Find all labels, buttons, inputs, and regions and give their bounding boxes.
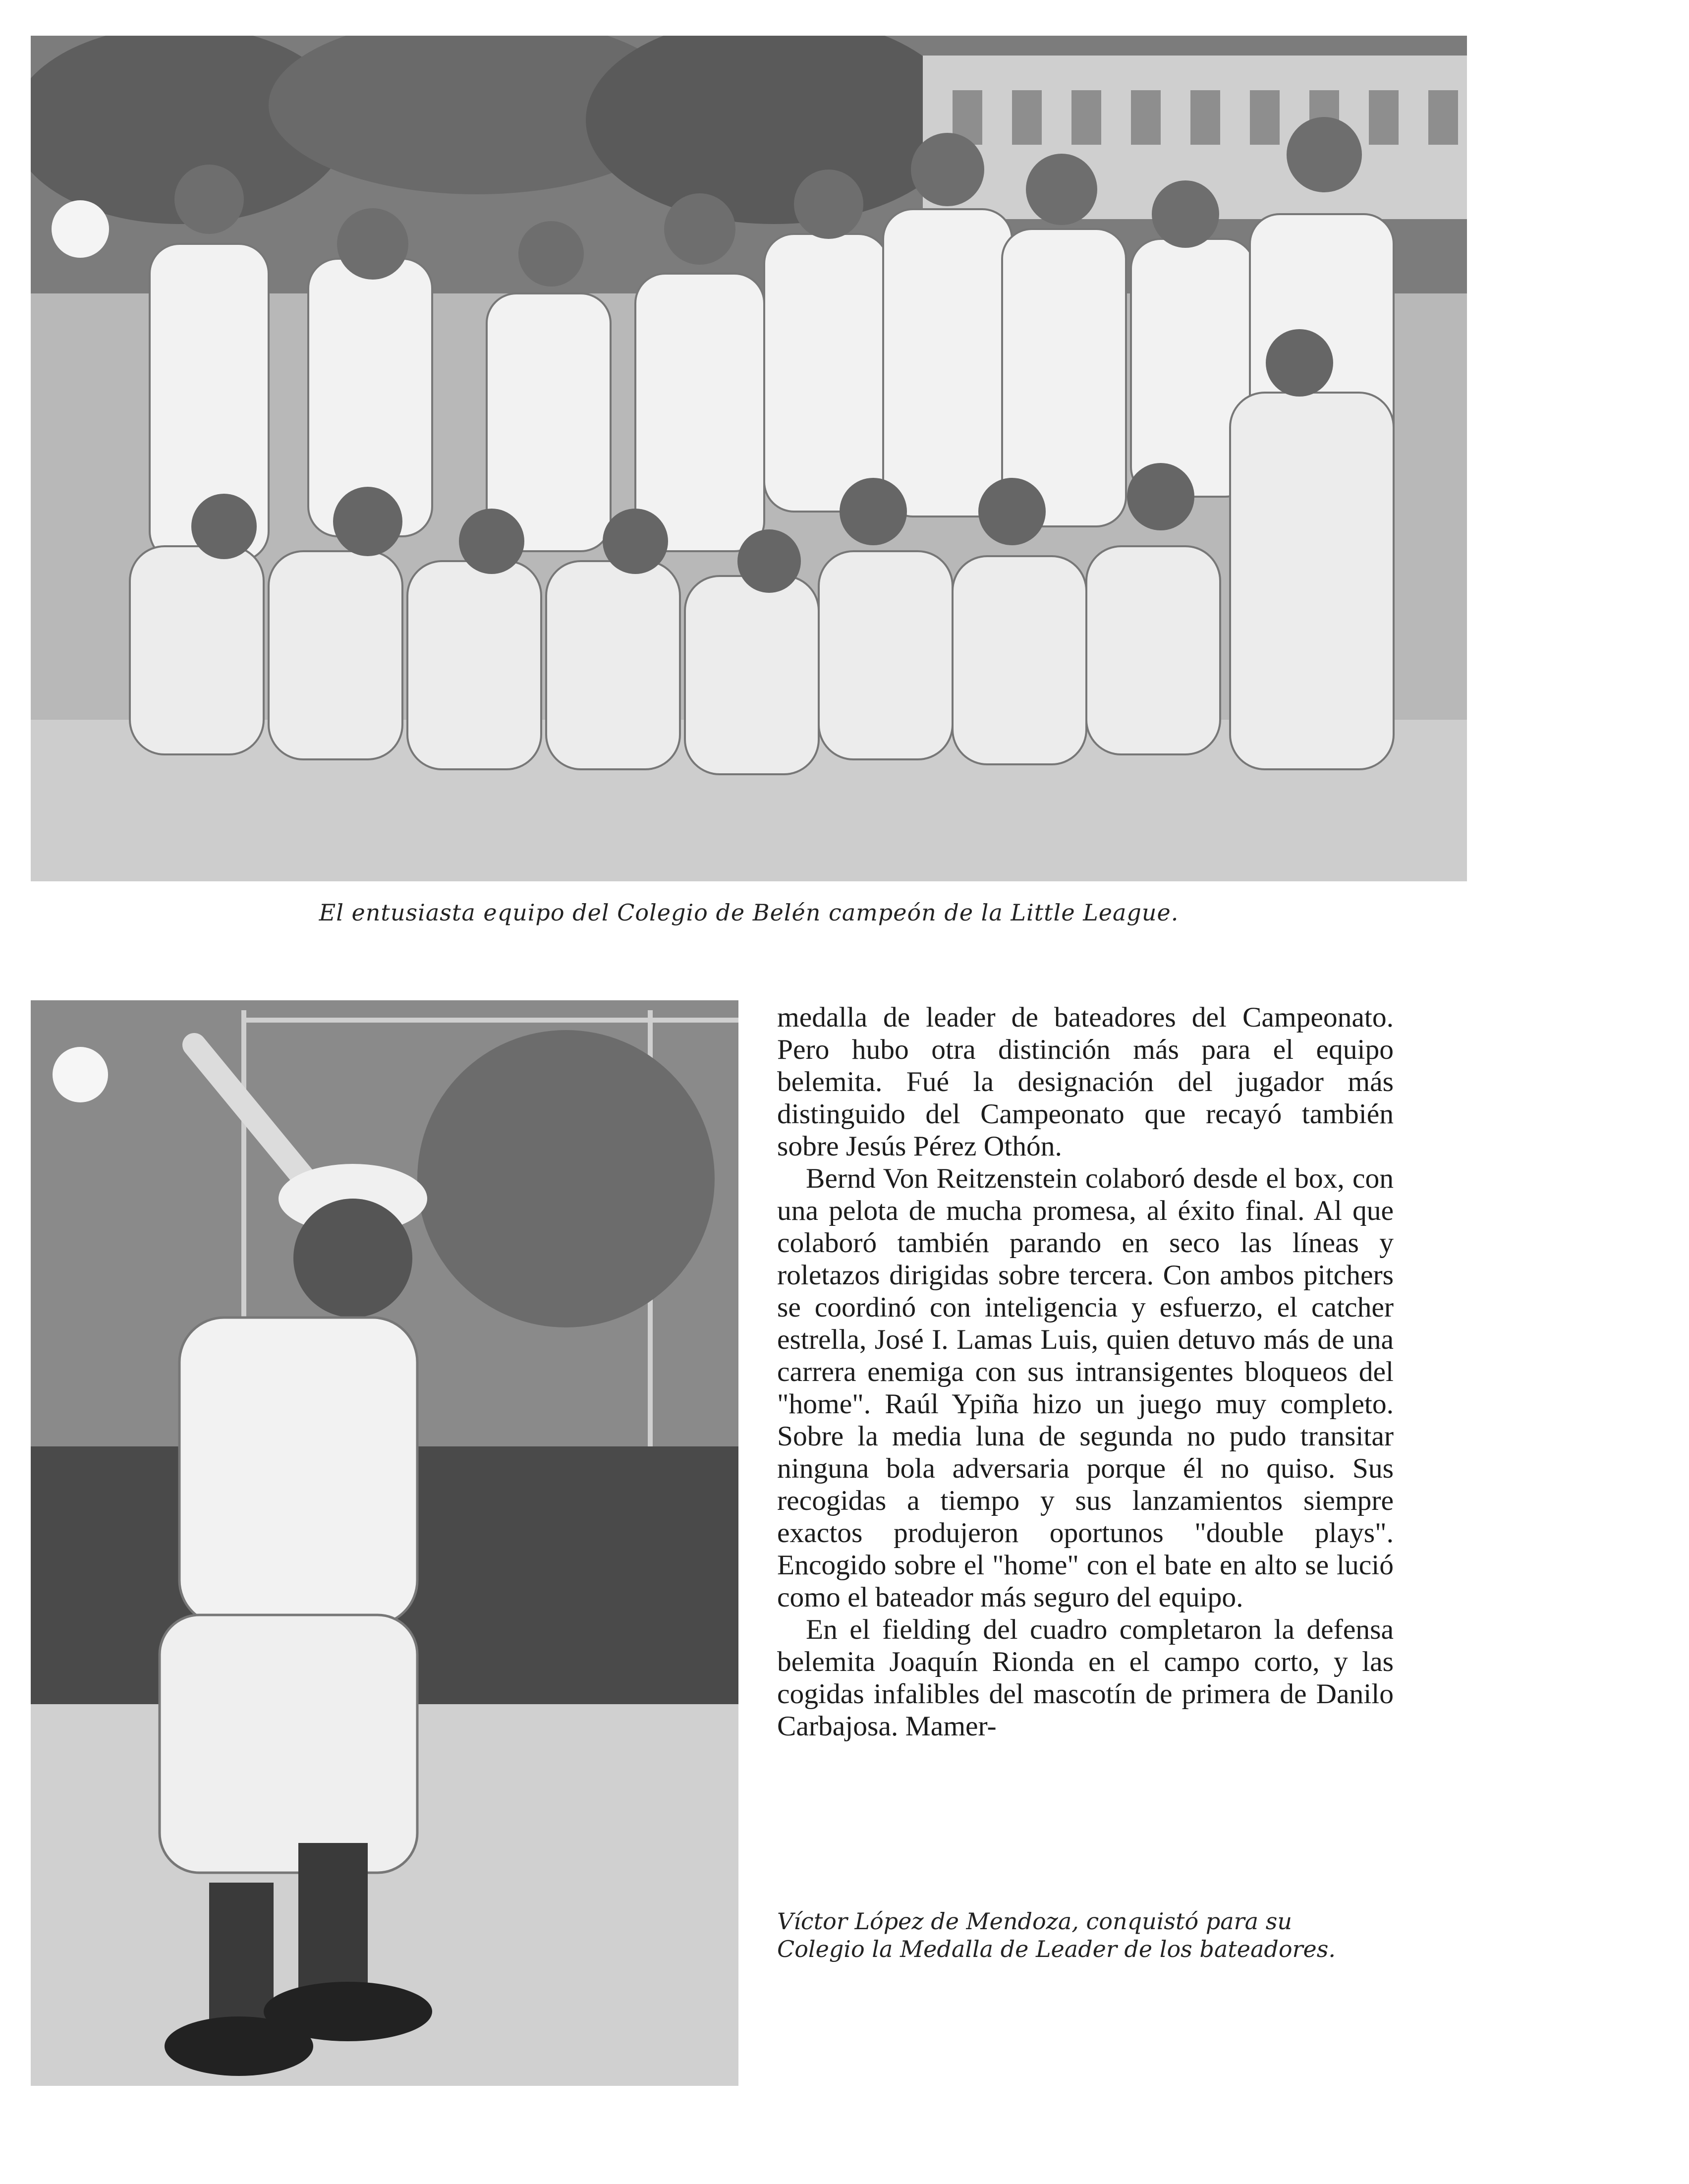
team-photo bbox=[31, 36, 1467, 881]
article-paragraph: En el fielding del cuadro completaron la defensa belemita Joaquín Rionda en el campo corto, y las cogidas infalibles del mascotín de primera de Danilo Carbajosa. Mamer- bbox=[777, 1614, 1394, 1742]
batter-photo-caption bbox=[777, 1907, 1394, 1963]
team-photo-caption: El entusiasta equipo del Colegio de Belén campeón de la Little League. bbox=[319, 899, 1179, 926]
article-body bbox=[777, 1001, 1394, 1742]
batter-caption-line: Víctor López de Mendoza, conquistó para su bbox=[777, 1908, 1292, 1935]
article-paragraph: Bernd Von Reitzenstein colaboró desde el box, con una pelota de mucha promesa, al éxito final. Al que colaboró también parando en seco las líneas y roletazos dirigidas sobre tercera. Con ambos pitchers se coordinó con inteligencia y esfuerzo, el catcher estrella, José I. Lamas Luis, quien detuvo más de una carrera enemiga con sus intransigentes bloqueos del "home". Raúl Ypiña hizo un juego muy completo. Sobre la media luna de segunda no pudo transitar ninguna bola adversaria porque él no quiso. Sus recogidas a tiempo y sus lanzamientos siempre exactos produjeron oportunos "double plays". Encogido sobre el "home" con el bate en alto se lució como el bateador más seguro del equipo. bbox=[777, 1163, 1394, 1613]
batter-photo bbox=[31, 1000, 738, 2086]
article-paragraph: medalla de leader de bateadores del Campeonato. Pero hubo otra distinción más para el equipo belemita. Fué la designación del jugador más distinguido del Campeonato que recayó también sobre Jesús Pérez Othón. bbox=[777, 1002, 1394, 1162]
batter-caption-line: Colegio la Medalla de Leader de los bateadores. bbox=[777, 1936, 1336, 1962]
batter-photo-image bbox=[31, 1000, 738, 2086]
team-photo-image bbox=[31, 36, 1467, 881]
